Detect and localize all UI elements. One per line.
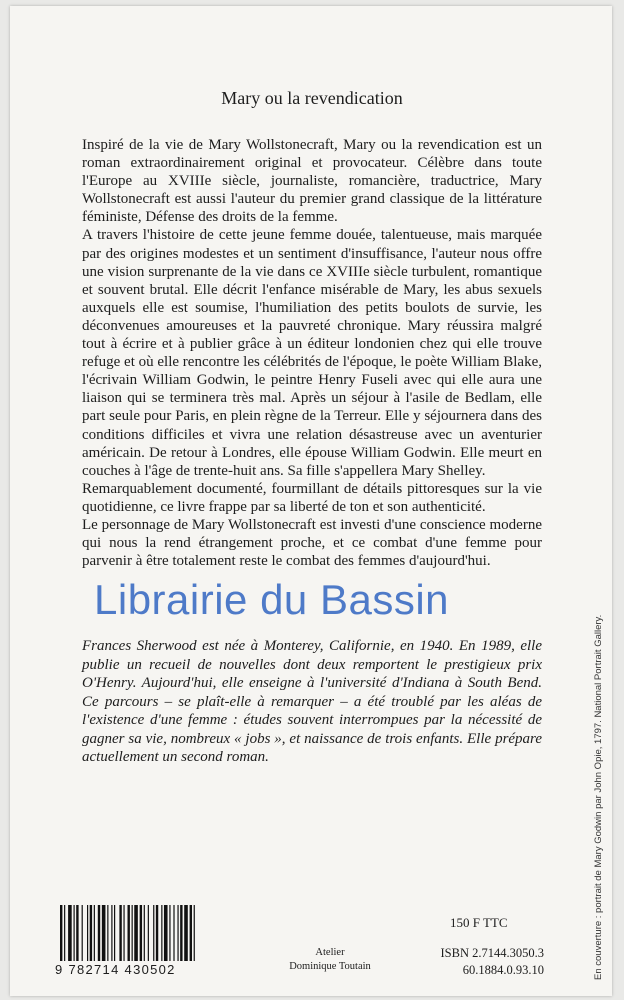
cover-credit: En couverture : portrait de Mary Godwin par John Opie, 1797. National Portrait Gallery. — [593, 614, 604, 980]
synopsis — [82, 136, 542, 570]
synopsis-paragraph-1: Inspiré de la vie de Mary Wollstonecraft, Mary ou la revendication est un roman extraordinairement original et provocateur. Célèbre dans toute l'Europe au XVIIIe siècle, journaliste, romancière, traductrice, Mary Wollstonecraft est aussi l'auteur du premier grand classique de la littérature féministe, Défense des droits de la femme. — [82, 137, 542, 226]
bookseller-watermark: Librairie du Bassin — [94, 576, 450, 623]
catalog-code: 60.1884.0.93.10 — [462, 963, 544, 977]
publisher-logo — [260, 946, 400, 974]
price: 150 F TTC — [450, 915, 508, 930]
barcode-digits: 9 782714 430502 — [55, 962, 176, 977]
synopsis-paragraph-3: Remarquablement documenté, fourmillant de détails pittoresques sur la vie quotidienne, ce livre frappe par sa liberté de ton et son authenticité. — [82, 480, 542, 515]
book-title: Mary ou la revendication — [221, 88, 403, 108]
publisher-name-line2: Dominique Toutain — [289, 961, 371, 972]
author-bio-text: Frances Sherwood est née à Monterey, Californie, en 1940. En 1989, elle publie un recueil de nouvelles dont deux remportent le prestigieux prix O'Henry. Aujourd'hui, elle enseigne à l'université d'Indiana à South Bend. Ce parcours – se plaît-elle à remarquer – a été troublé par les aléas de l'existence d'une femme : études souvent interrompues par la nécessité de gagner sa vie, nombreux « jobs », et naissance de trois enfants. Elle prépare actuellement un second roman. — [82, 638, 542, 765]
isbn-block — [436, 945, 544, 979]
isbn: ISBN 2.7144.3050.3 — [440, 946, 544, 960]
synopsis-paragraph-2: A travers l'histoire de cette jeune femme douée, talentueuse, mais marquée par des origines modestes et un sentiment d'insuffisance, l'auteur nous offre une vision surprenante de la vie dans ce XVIIIe siècle turbulent, romantique et souvent brutal. Elle décrit l'enfance misérable de Mary, les abus sexuels auxquels elle est soumise, l'humiliation des petits boulots de survie, les déconvenues amoureuses et la pauvreté chronique. Mary réussira malgré tout à écrire et à publier grâce à un éditeur londonien chez qui elle trouve refuge et où elle rencontre les célébrités de l'époque, le poète William Blake, l'écrivain William Godwin, le peintre Henry Fuseli avec qui elle aura une liaison qui se terminera très mal. Après un séjour à l'asile de Bedlam, elle part seule pour Paris, en plein règne de la Terreur. Elle y séjournera dans des conditions difficiles et vivra une relation désastreuse avec un aventurier américain. De retour à Londres, elle épouse William Godwin. Elle meurt en couches à l'âge de trente-huit ans. Sa fille s'appellera Mary Shelley. — [82, 227, 542, 479]
synopsis-paragraph-4: Le personnage de Mary Wollstonecraft est investi d'une conscience moderne qui nous la rend étrangement proche, et ce combat d'une femme pour parvenir à être totalement reste le combat des femmes d'aujourd'hui. — [82, 516, 542, 570]
barcode — [58, 905, 238, 961]
publisher-name-line1: Atelier — [315, 947, 345, 958]
author-bio — [82, 637, 542, 767]
